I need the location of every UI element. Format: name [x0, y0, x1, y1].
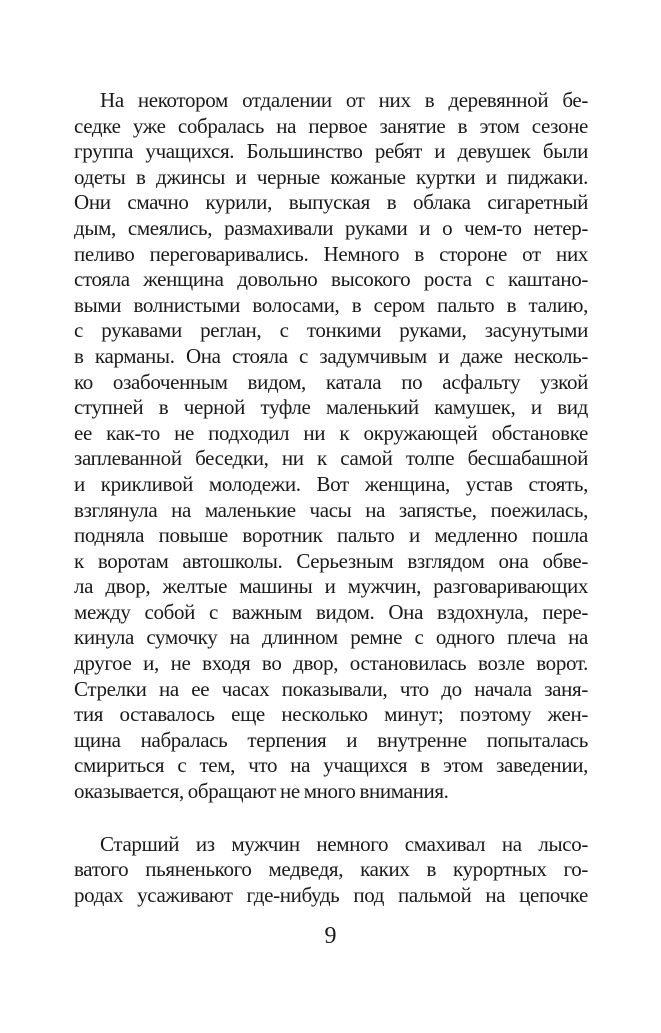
text-line: Стрелки на ее часах показывали, что до начала заня-	[74, 676, 588, 701]
text-line: в карманы. Она стояла с задумчивым и даже несколь-	[74, 343, 588, 368]
text-line: между собой с важным видом. Она вздохнула, пере-	[74, 599, 588, 624]
text-line: с рукавами реглан, с тонкими руками, засунутыми	[74, 318, 588, 343]
paragraph-1	[74, 88, 588, 805]
text-line: Старший из мужчин немного смахивал на лысо-	[100, 831, 588, 856]
page-number: 9	[324, 923, 337, 949]
text-line: ко озабоченным видом, катала по асфальту узкой	[74, 369, 588, 394]
text-line: группа учащихся. Большинство ребят и девушек были	[74, 139, 588, 164]
text-line: смириться с тем, что на учащихся в этом заведении,	[74, 753, 588, 778]
text-line: дым, смеялись, размахивали руками и о чем-то нетер-	[74, 215, 588, 240]
text-line: выми волнистыми волосами, в сером пальто в талию,	[74, 292, 588, 317]
text-line: одеты в джинсы и черные кожаные куртки и пиджаки.	[74, 164, 588, 189]
text-line: седке уже собралась на первое занятие в этом сезоне	[74, 113, 588, 138]
text-line: оказывается, обращают не много внимания.	[74, 779, 449, 804]
text-line: заплеванной беседки, ни к самой толпе бесшабашной	[74, 446, 588, 471]
body-text	[74, 88, 588, 908]
text-line: Они смачно курили, выпуская в облака сигаретный	[74, 190, 588, 215]
text-line: другое и, не входя во двор, остановилась возле ворот.	[74, 651, 588, 676]
text-line: стояла женщина довольно высокого роста с каштано-	[74, 267, 588, 292]
text-line: взглянула на маленькие часы на запястье, поежилась,	[74, 497, 588, 522]
text-line: и крикливой молодежи. Вот женщина, устав стоять,	[74, 471, 588, 496]
text-line: пеливо переговаривались. Немного в стороне от них	[74, 241, 588, 266]
text-line: кинула сумочку на длинном ремне с одного плеча на	[74, 625, 588, 650]
text-line: ватого пьяненького медведя, каких в курортных го-	[74, 857, 588, 882]
text-line: На некотором отдалении от них в деревянной бе-	[100, 88, 588, 112]
paragraph-gap	[74, 805, 588, 832]
paragraph-2	[74, 832, 588, 909]
text-line: ступней в черной туфле маленький камушек, и вид	[74, 395, 588, 420]
text-line: тия оставалось еще несколько минут; поэтому жен-	[74, 702, 588, 727]
text-line: родах усаживают где-нибудь под пальмой на цепочке	[74, 882, 588, 907]
text-line: щина набралась терпения и внутренне попыталась	[74, 727, 588, 752]
text-line: к воротам автошколы. Серьезным взглядом она обве-	[74, 548, 588, 573]
text-line: подняла повыше воротник пальто и медленно пошла	[74, 523, 588, 548]
text-line: ла двор, желтые машины и мужчин, разговаривающих	[74, 574, 588, 599]
text-line: ее как-то не подходил ни к окружающей обстановке	[74, 420, 588, 445]
